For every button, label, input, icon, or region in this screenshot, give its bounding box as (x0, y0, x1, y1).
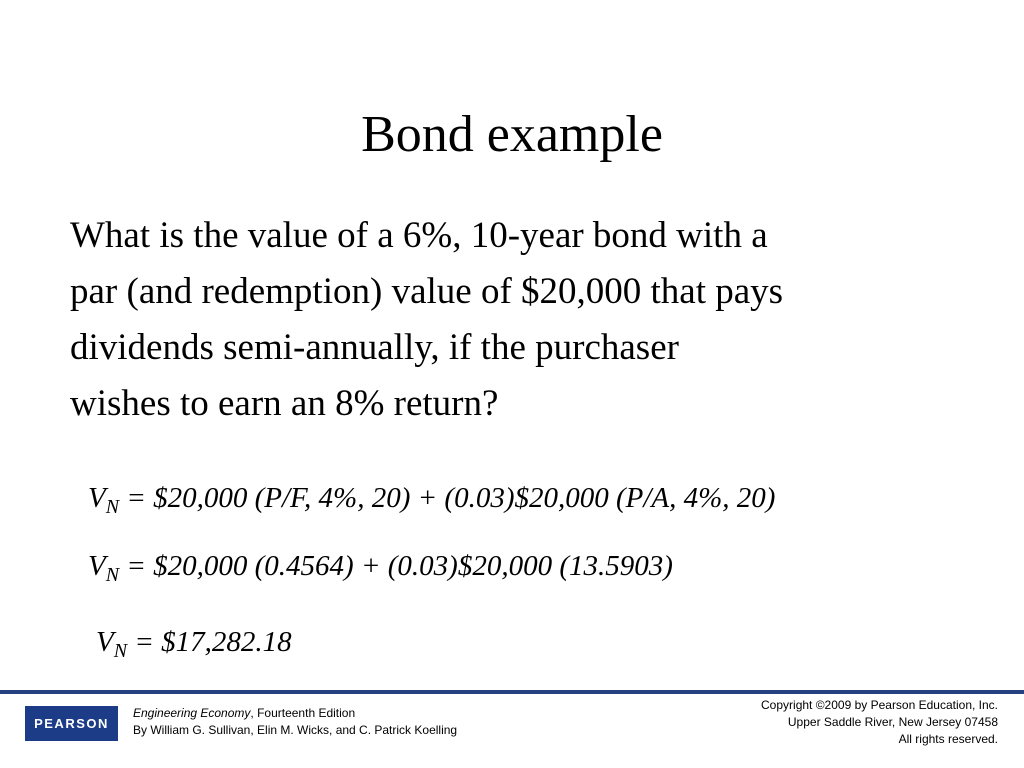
question-line: wishes to earn an 8% return? (70, 383, 499, 424)
equation-expression: = $20,000 (P/F, 4%, 20) + (0.03)$20,000 (P/A, 4%, 20) (119, 482, 776, 514)
book-title: Engineering Economy (133, 706, 251, 720)
equation-substituted (88, 548, 673, 584)
question-text (70, 208, 970, 432)
equation-expression: = $20,000 (0.4564) + (0.03)$20,000 (13.5903) (119, 550, 673, 582)
question-line: par (and redemption) value of $20,000 that pays (70, 271, 784, 312)
equation-subscript: N (105, 564, 120, 586)
copyright-line: All rights reserved. (898, 732, 998, 746)
footer-book-info (133, 705, 457, 739)
equation-subscript: N (113, 640, 128, 662)
equation-variable: V (88, 550, 106, 582)
copyright-line: Copyright ©2009 by Pearson Education, Inc. (761, 698, 998, 712)
pearson-logo-text: PEARSON (34, 716, 109, 731)
equation-formula (88, 480, 775, 516)
book-authors: By William G. Sullivan, Elin M. Wicks, and C. Patrick Koelling (133, 723, 458, 737)
book-title-line (133, 705, 457, 722)
footer-divider (0, 690, 1024, 694)
footer-copyright (761, 697, 998, 748)
equation-subscript: N (105, 496, 120, 518)
question-line: dividends semi-annually, if the purchaser (70, 327, 679, 368)
pearson-logo (25, 706, 118, 741)
slide-title: Bond example (361, 106, 663, 163)
equation-variable: V (96, 626, 114, 658)
copyright-line: Upper Saddle River, New Jersey 07458 (787, 715, 998, 729)
equation-result (96, 624, 292, 660)
equation-variable: V (88, 482, 106, 514)
equation-expression: = $17,282.18 (127, 626, 292, 658)
book-edition: , Fourteenth Edition (250, 706, 356, 720)
question-line: What is the value of a 6%, 10-year bond with a (70, 215, 768, 256)
